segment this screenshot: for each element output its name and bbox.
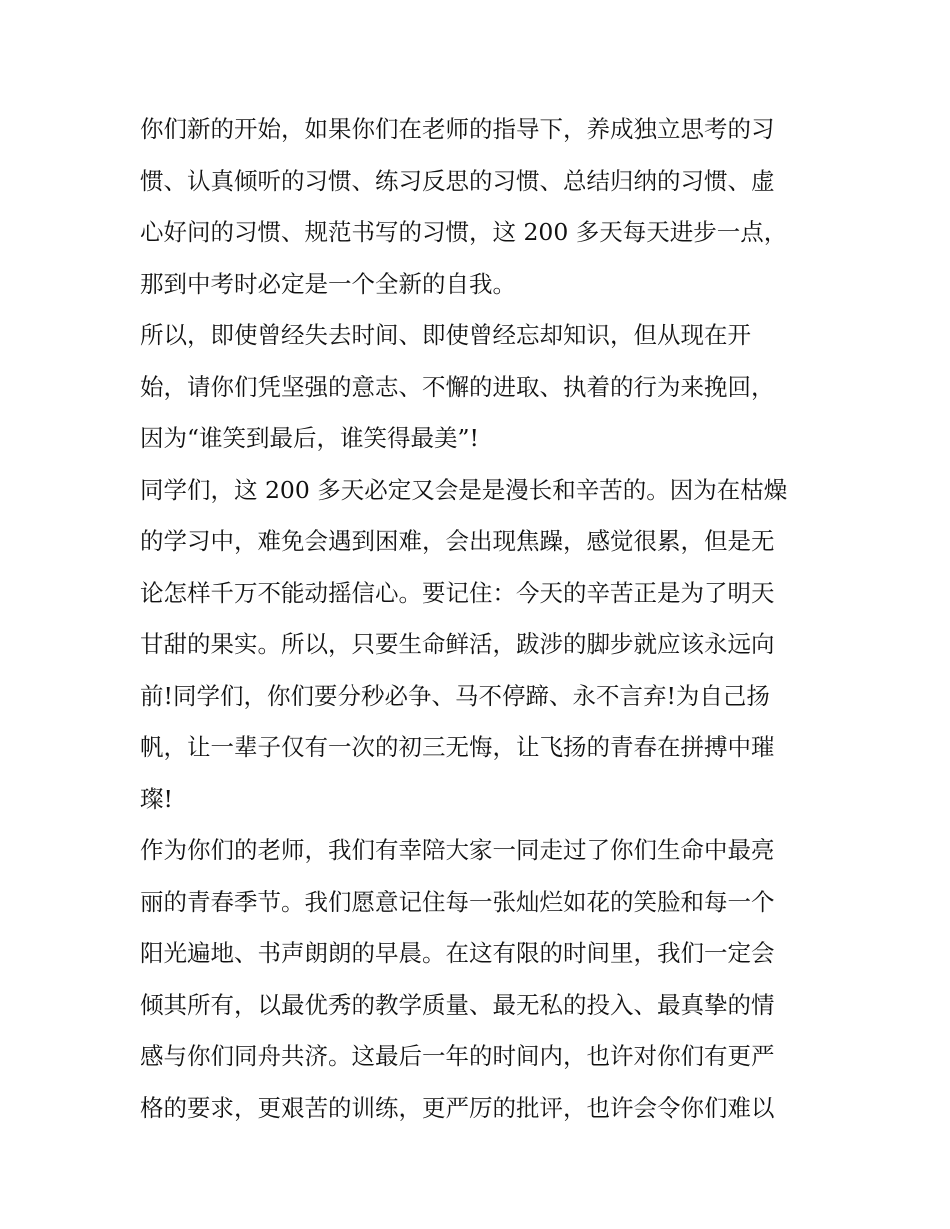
text-line: 惯、认真倾听的习惯、练习反思的习惯、总结归纳的习惯、虚 [140, 166, 775, 195]
text-line: 格的要求，更艰苦的训练，更严厉的批评，也许会令你们难以 [140, 1093, 775, 1122]
text-line: 甘甜的果实。所以，只要生命鲜活，跋涉的脚步就应该永远向 [140, 630, 775, 658]
text-line: 丽的青春季节。我们愿意记住每一张灿烂如花的笑脸和每一个 [140, 887, 775, 916]
text-line: 心好问的习惯、规范书写的习惯，这 200 多天每天进步一点， [140, 218, 788, 246]
text-line: 倾其所有，以最优秀的教学质量、最无私的投入、最真挚的情 [140, 990, 775, 1019]
text-line: 的学习中，难免会遇到困难，会出现焦躁，感觉很累，但是无 [140, 527, 775, 555]
text-line: 因为“谁笑到最后，谁笑得最美”! [140, 424, 479, 452]
text-line: 所以，即使曾经失去时间、即使曾经忘却知识，但从现在开 [140, 321, 751, 349]
text-line: 阳光遍地、书声朗朗的早晨。在这有限的时间里，我们一定会 [140, 939, 775, 967]
text-line: 论怎样千万不能动摇信心。要记住：今天的辛苦正是为了明天 [140, 578, 775, 607]
text-line: 璨! [140, 784, 173, 813]
text-line: 始，请你们凭坚强的意志、不懈的进取、执着的行为来挽回， [140, 372, 775, 401]
text-line: 你们新的开始，如果你们在老师的指导下，养成独立思考的习 [140, 115, 775, 143]
body-text [140, 104, 820, 1134]
text-line: 前!同学们，你们要分秒必争、马不停蹄、永不言弃!为自己扬 [140, 681, 770, 710]
text-line: 同学们，这 200 多天必定又会是是漫长和辛苦的。因为在枯燥 [140, 475, 788, 504]
text-line: 作为你们的老师，我们有幸陪大家一同走过了你们生命中最亮 [140, 836, 775, 864]
text-line: 感与你们同舟共济。这最后一年的时间内，也许对你们有更严 [140, 1042, 775, 1070]
text-line: 那到中考时必定是一个全新的自我。 [140, 269, 516, 298]
text-line: 帆，让一辈子仅有一次的初三无悔，让飞扬的青春在拼搏中璀 [140, 733, 775, 761]
